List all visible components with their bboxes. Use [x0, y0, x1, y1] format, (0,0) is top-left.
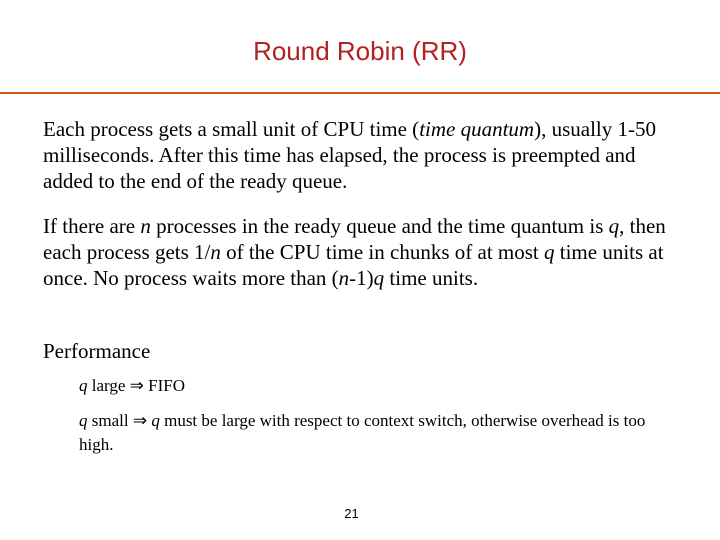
var-q: q [544, 240, 555, 264]
bullet-q-large [79, 374, 679, 398]
text: time units at once. No process waits more than ( [43, 240, 664, 290]
text: , then each process gets 1/ [43, 214, 666, 264]
title-divider [0, 92, 720, 94]
implies-arrow-icon: ⇒ [132, 411, 148, 430]
var-q: q [608, 214, 620, 238]
text: Each process gets a small unit of CPU time ( [43, 117, 420, 141]
text: processes in the ready queue and the time quantum is [150, 214, 609, 238]
text: ), usually 1-50 milliseconds. After this time has elapsed, the process is preempted and added to the end of the ready queue. [43, 117, 656, 193]
text: large [87, 376, 130, 395]
paragraph-n-processes [43, 213, 683, 291]
implies-arrow-icon: ⇒ [129, 376, 144, 395]
text: small [87, 411, 133, 430]
text: If there are [43, 214, 141, 238]
var-q: q [373, 266, 385, 290]
var-n: n [338, 266, 350, 290]
paragraph-time-quantum [43, 116, 683, 194]
var-q: q [79, 376, 88, 395]
text: time units. [384, 266, 479, 290]
var-n: n [140, 214, 151, 238]
var-n: n [210, 240, 221, 264]
text: must be large with respect to context switch, otherwise overhead is too high. [79, 411, 646, 454]
var-q: q [147, 411, 160, 430]
text: FIFO [143, 376, 186, 395]
text: -1) [349, 266, 374, 290]
term-time-quantum: time quantum [419, 117, 535, 141]
slide-title: Round Robin (RR) [253, 36, 467, 66]
var-q: q [79, 411, 88, 430]
page-number: 21 [344, 506, 359, 521]
text: of the CPU time in chunks of at most [220, 240, 545, 264]
performance-heading: Performance [43, 339, 151, 363]
bullet-q-small [79, 409, 679, 457]
